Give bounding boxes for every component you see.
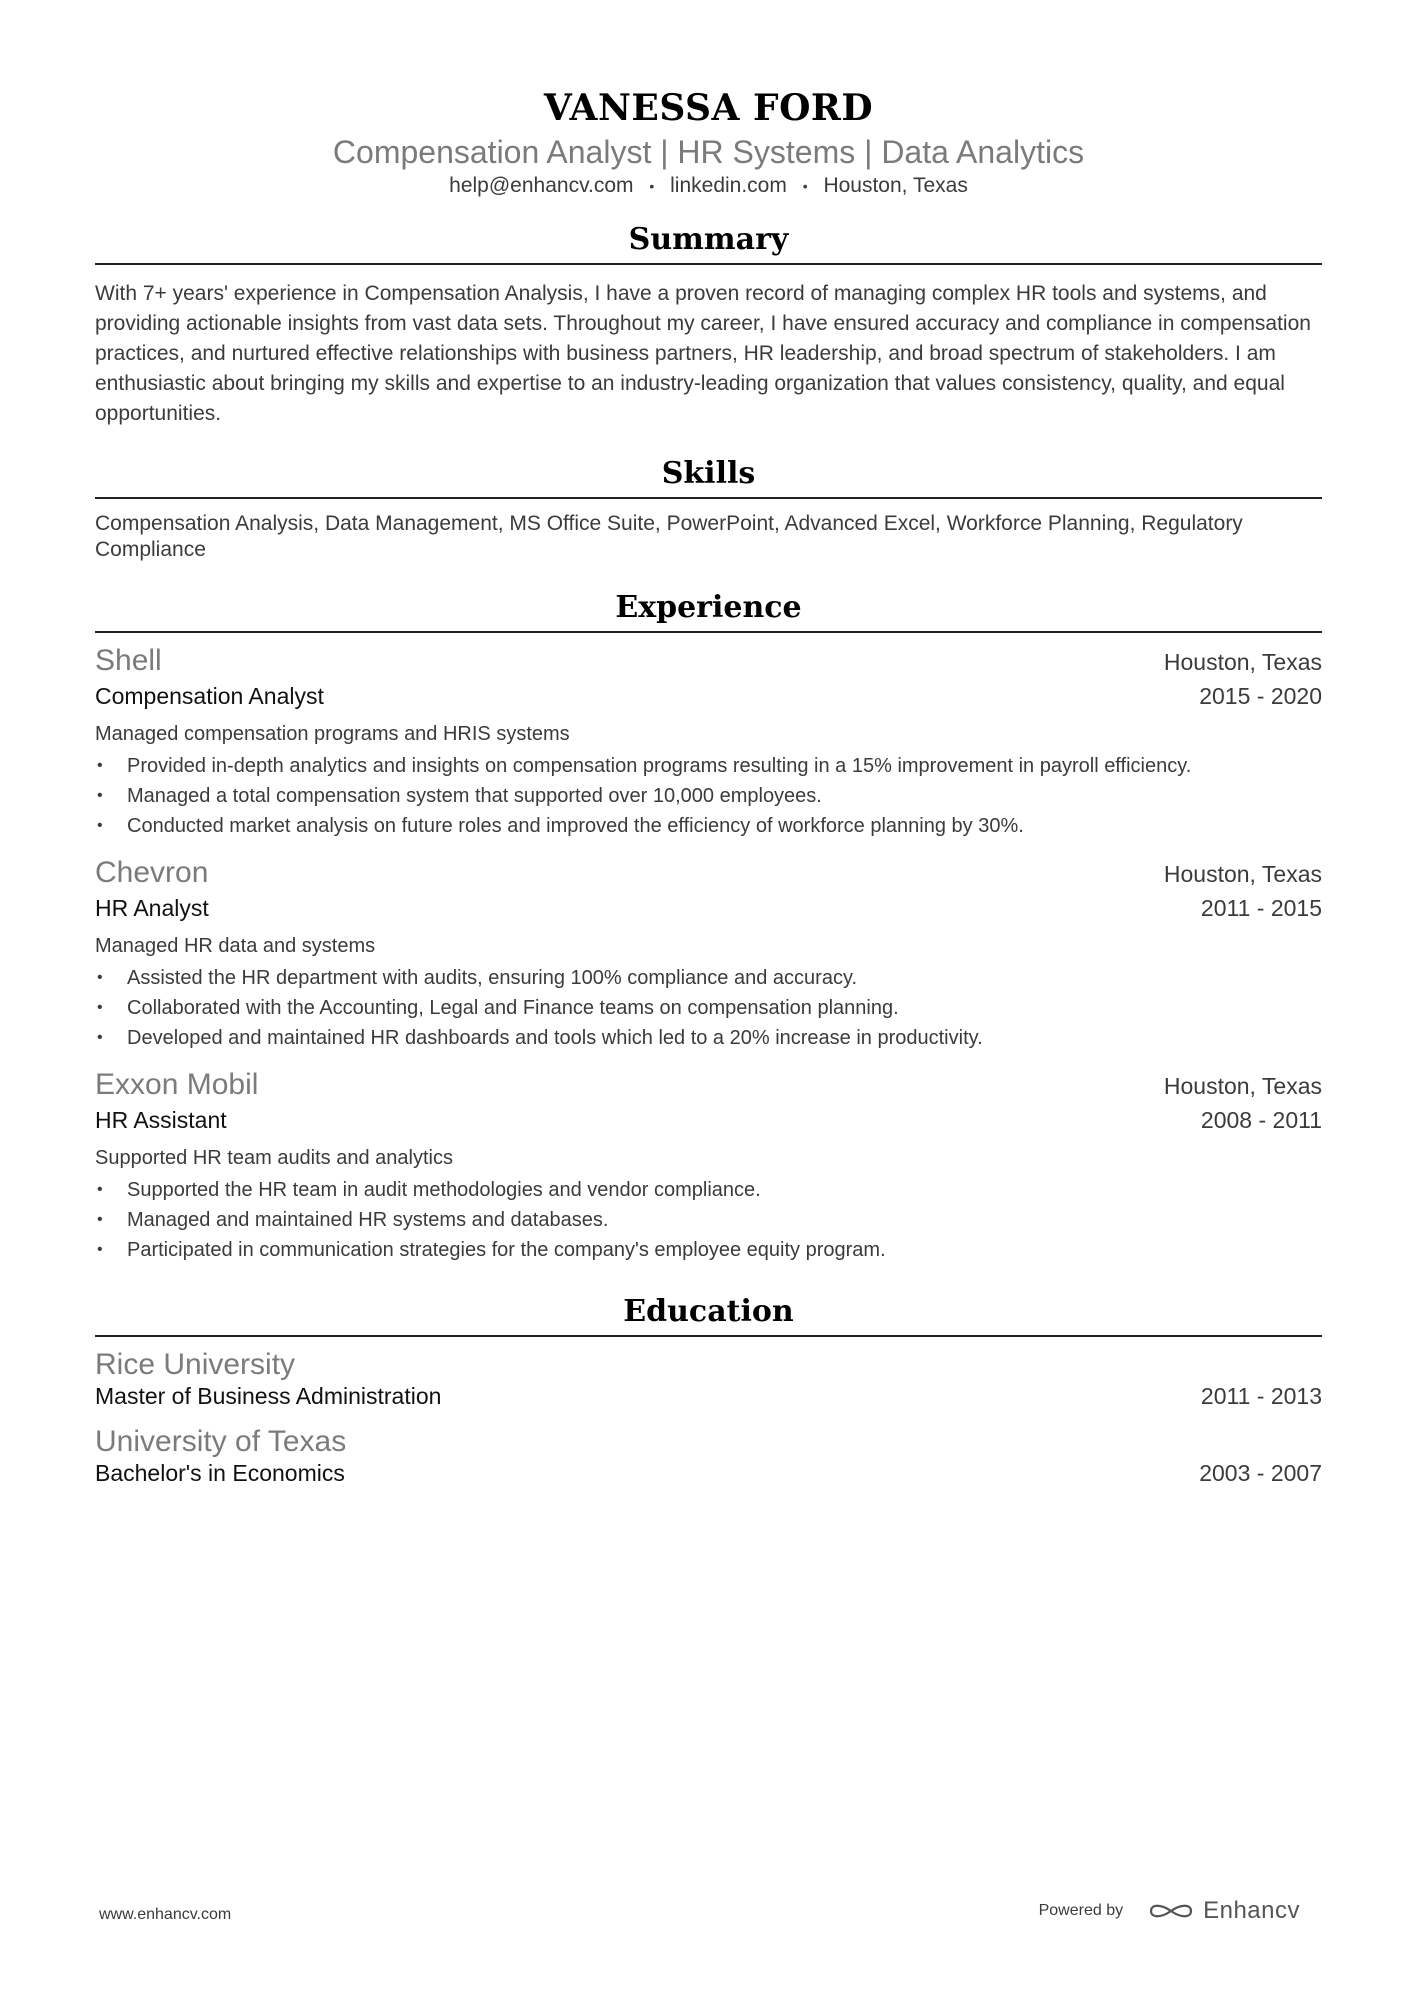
- enhancv-logo-icon: [1147, 1899, 1195, 1923]
- entry-header-row: [95, 855, 1322, 891]
- education-dates: 2003 - 2007: [1199, 1460, 1322, 1487]
- skills-text: Compensation Analysis, Data Management, MS Office Suite, PowerPoint, Advanced Excel, Workforce Planning, Regulatory Compliance: [95, 512, 1243, 562]
- skills-section: [95, 455, 1322, 563]
- section-title-skills: Skills: [95, 455, 1322, 499]
- company-name: Exxon Mobil: [95, 1068, 259, 1102]
- education-section: [95, 1293, 1322, 1487]
- school-name: University of Texas: [95, 1425, 347, 1459]
- entry-dates: 2015 - 2020: [1199, 683, 1322, 710]
- degree-name: Master of Business Administration: [95, 1383, 442, 1410]
- brand-name: Enhancv: [1203, 1897, 1300, 1924]
- experience-section: [95, 589, 1322, 1265]
- entry-header-row: [95, 643, 1322, 679]
- entry-header-row: [95, 1067, 1322, 1103]
- entry-description: Managed compensation programs and HRIS systems: [95, 723, 570, 746]
- achievement-list: [95, 1175, 1322, 1265]
- candidate-headline: Compensation Analyst | HR Systems | Data Analytics: [332, 134, 1085, 170]
- achievement-item: • Managed and maintained HR systems and databases.: [95, 1205, 1322, 1235]
- entry-location: Houston, Texas: [1163, 861, 1322, 888]
- achievement-item: • Collaborated with the Accounting, Legal and Finance teams on compensation planning.: [95, 993, 1322, 1023]
- company-name: Shell: [95, 644, 162, 678]
- section-title-education: Education: [95, 1293, 1322, 1337]
- resume-header: [95, 0, 1322, 199]
- summary-section: [95, 221, 1322, 429]
- summary-text: With 7+ years' experience in Compensation Analysis, I have a proven record of managing complex HR tools and systems, and providing actionable insights from vast data sets. Throughout my career, I have ensured accuracy and compliance in compensation practices, and nurtured effective relationships with business partners, HR leadership, and broad spectrum of stakeholders. I am enthusiastic about bringing my skills and expertise to an industry-leading organization that values consistency, quality, and equal opportunities.: [95, 282, 1311, 426]
- entry-role-row: [95, 891, 1322, 925]
- contact-email[interactable]: help@enhancv.com: [449, 174, 634, 197]
- entry-role-row: [95, 679, 1322, 713]
- achievement-item: • Conducted market analysis on future roles and improved the efficiency of workforce planning by 30%.: [95, 811, 1322, 841]
- achievement-item: • Participated in communication strategies for the company's employee equity program.: [95, 1235, 1322, 1265]
- achievement-item: • Supported the HR team in audit methodologies and vendor compliance.: [95, 1175, 1322, 1205]
- entry-dates: 2008 - 2011: [1200, 1107, 1322, 1134]
- achievement-item: • Provided in-depth analytics and insights on compensation programs resulting in a 15% improvement in payroll efficiency.: [95, 751, 1322, 781]
- education-entry: [95, 1347, 1322, 1410]
- job-title: HR Analyst: [95, 895, 209, 922]
- contact-line: [95, 173, 1322, 199]
- entry-role-row: [95, 1103, 1322, 1137]
- job-title: HR Assistant: [95, 1107, 227, 1134]
- entry-description: Supported HR team audits and analytics: [95, 1147, 453, 1170]
- contact-separator: •: [802, 178, 808, 195]
- footer-branding: [1039, 1897, 1300, 1925]
- achievement-item: • Developed and maintained HR dashboards and tools which led to a 20% increase in productivity.: [95, 1023, 1322, 1053]
- education-entry: [95, 1424, 1322, 1487]
- entry-location: Houston, Texas: [1163, 1073, 1322, 1100]
- experience-entry: [95, 1067, 1322, 1265]
- job-title: Compensation Analyst: [95, 683, 324, 710]
- company-name: Chevron: [95, 856, 209, 890]
- candidate-name: VANESSA FORD: [543, 87, 874, 129]
- resume-page: [95, 0, 1322, 1487]
- contact-linkedin[interactable]: linkedin.com: [670, 174, 787, 197]
- contact-separator: •: [649, 178, 655, 195]
- entry-description: Managed HR data and systems: [95, 935, 376, 958]
- degree-row: [95, 1460, 1322, 1487]
- contact-location: Houston, Texas: [823, 174, 968, 197]
- section-title-experience: Experience: [95, 589, 1322, 633]
- entry-dates: 2011 - 2015: [1200, 895, 1322, 922]
- achievement-item: • Managed a total compensation system that supported over 10,000 employees.: [95, 781, 1322, 811]
- experience-entry: [95, 643, 1322, 841]
- degree-name: Bachelor's in Economics: [95, 1460, 345, 1487]
- section-title-summary: Summary: [95, 221, 1322, 265]
- school-name: Rice University: [95, 1348, 296, 1382]
- achievement-list: [95, 751, 1322, 841]
- degree-row: [95, 1383, 1322, 1410]
- experience-entry: [95, 855, 1322, 1053]
- achievement-list: [95, 963, 1322, 1053]
- education-dates: 2011 - 2013: [1200, 1383, 1322, 1410]
- footer-website[interactable]: www.enhancv.com: [99, 1906, 232, 1923]
- entry-location: Houston, Texas: [1163, 649, 1322, 676]
- achievement-item: • Assisted the HR department with audits, ensuring 100% compliance and accuracy.: [95, 963, 1322, 993]
- powered-by-label: Powered by: [1038, 1902, 1124, 1919]
